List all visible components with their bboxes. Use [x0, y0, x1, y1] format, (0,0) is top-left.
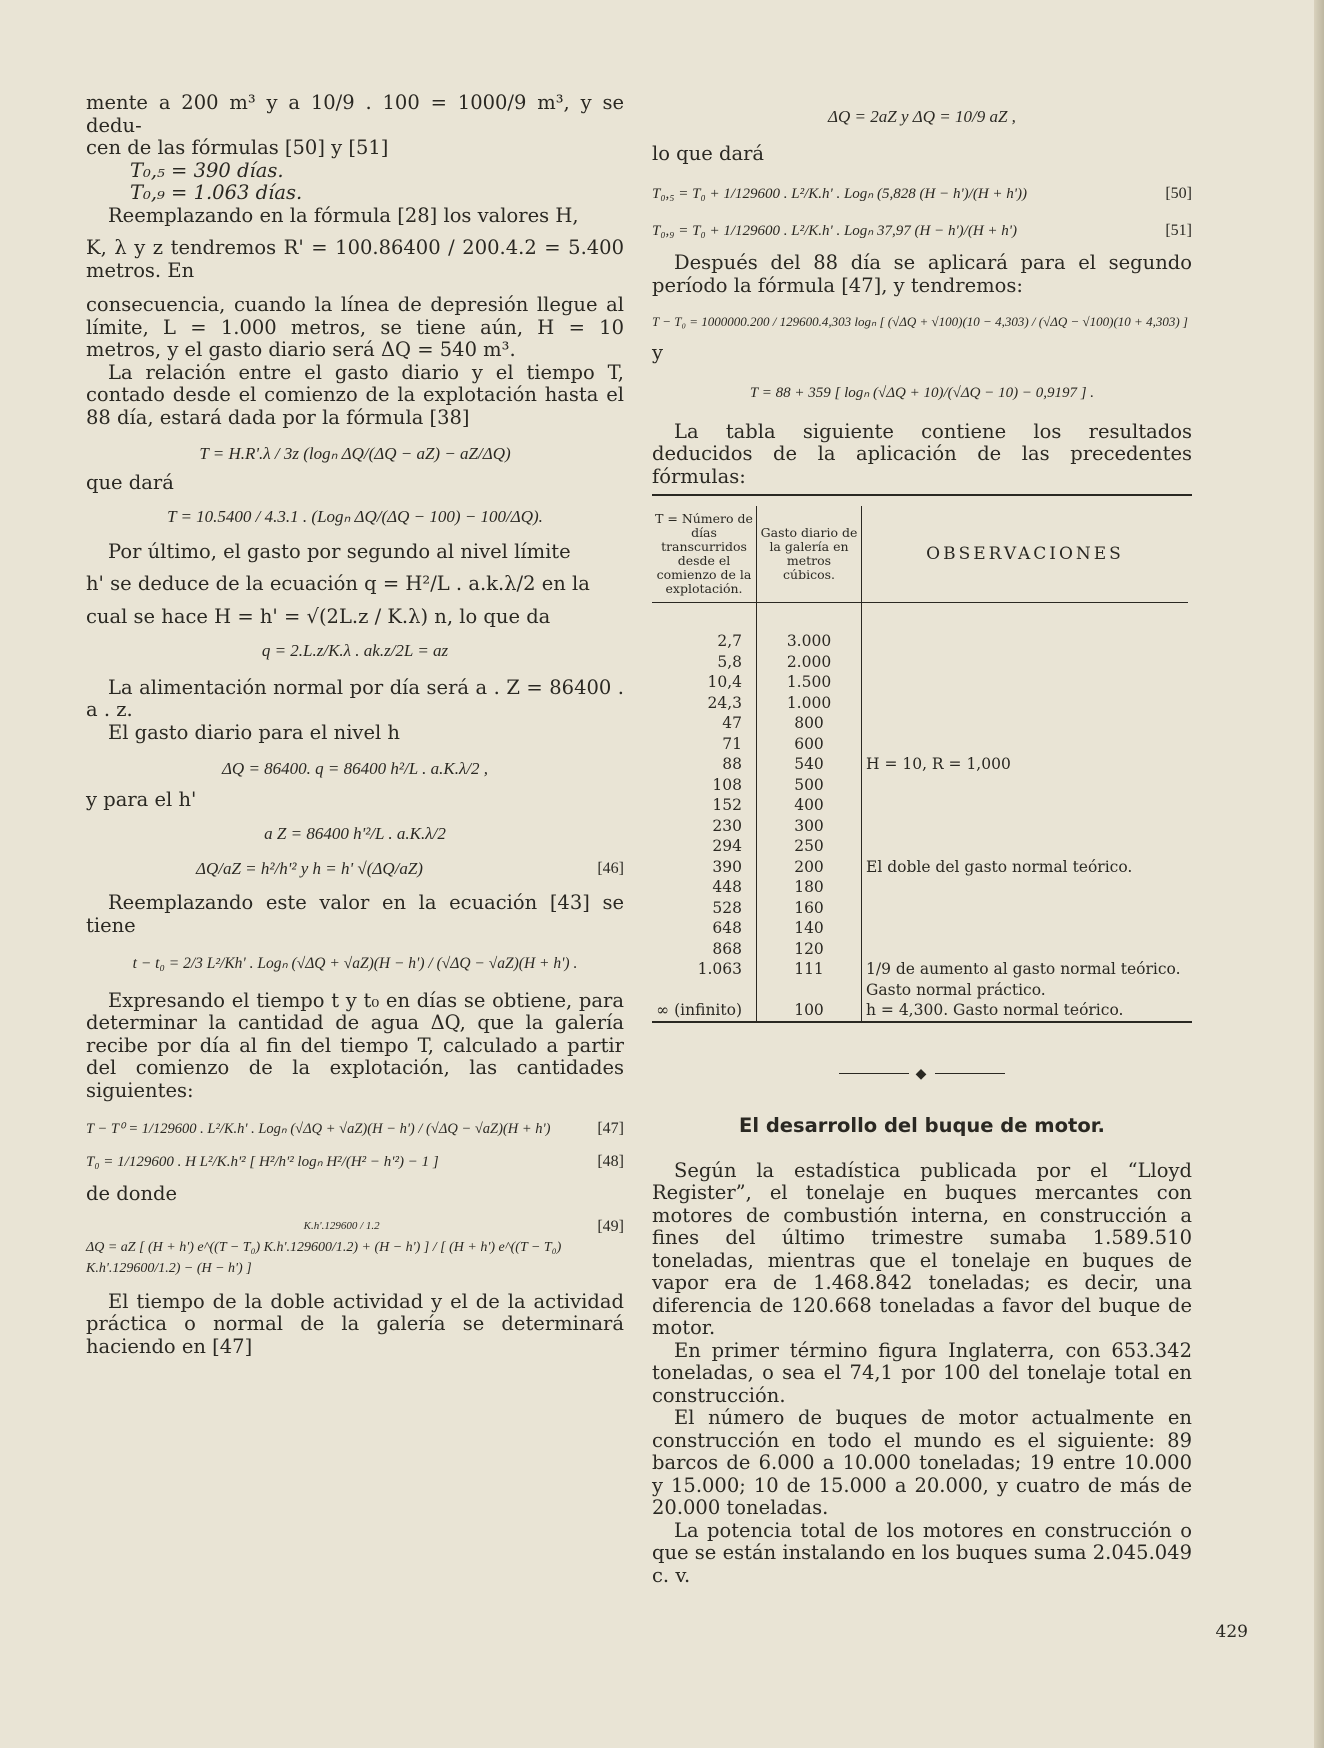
equation-number: [50]	[1165, 185, 1192, 202]
cell-days: 24,3	[652, 693, 757, 714]
cell-observation	[862, 816, 1189, 837]
cell-observation	[862, 836, 1189, 857]
ornament-divider	[652, 1063, 1192, 1086]
text-line: que dará	[86, 470, 174, 494]
cell-flow: 180	[757, 877, 862, 898]
table-row	[652, 816, 1188, 837]
text-line: de donde	[86, 1182, 178, 1205]
formula-47-body: T − T⁰ = 1/129600 . L²/K.h' . Logₙ (√ΔQ + √aZ)(H − h') / (√ΔQ − √aZ)(H + h')	[86, 1121, 551, 1137]
table-row	[652, 603, 1188, 652]
result-t09: T₀,₉ = 1.063 días.	[130, 181, 303, 204]
table-row	[652, 857, 1188, 878]
header-days: T = Número de días transcurridos desde el comienzo de la explotación.	[652, 506, 757, 603]
cell-flow: 2.000	[757, 652, 862, 673]
formula-49-exponent: K.h'.129600 / 1.2	[303, 1219, 380, 1232]
cell-days: 230	[652, 816, 757, 837]
cell-observation	[862, 693, 1189, 714]
right-column	[652, 106, 1192, 1587]
cell-observation	[862, 898, 1189, 919]
cell-flow: 1.500	[757, 672, 862, 693]
cell-flow: 100	[757, 1000, 862, 1021]
paragraph: Reemplazando este valor en la ecuación [43] se tiene	[86, 891, 624, 937]
equation-number: [49]	[597, 1217, 624, 1235]
cell-days: 108	[652, 775, 757, 796]
cell-observation: El doble del gasto normal teórico.	[866, 857, 1133, 876]
cell-days: 868	[652, 939, 757, 960]
table-row	[652, 795, 1188, 816]
cell-observation	[862, 672, 1189, 693]
cell-flow: 120	[757, 939, 862, 960]
table-row	[652, 775, 1188, 796]
cell-days: 88	[652, 754, 757, 775]
cell-days: 5,8	[652, 652, 757, 673]
cell-observation	[862, 877, 1189, 898]
equation-number: [47]	[597, 1120, 624, 1137]
cell-days: ∞ (infinito)	[652, 1000, 757, 1021]
paragraph: La alimentación normal por día será a . Z = 86400 . a . z.	[86, 675, 624, 721]
formula-delta-q: ΔQ = 86400. q = 86400 h²/L . a.K.λ/2 ,	[221, 759, 489, 778]
cell-observation	[862, 918, 1189, 939]
formula-az: a Z = 86400 h'²/L . a.K.λ/2	[264, 824, 446, 843]
cell-flow: 3.000	[757, 603, 862, 652]
cell-days: 294	[652, 836, 757, 857]
paragraph: En primer término figura Inglaterra, con 653.342 toneladas, o sea el 74,1 por 100 del tonelaje total en construcción.	[652, 1338, 1192, 1407]
cell-flow: 200	[757, 857, 862, 878]
formula-46-body: ΔQ/aZ = h²/h'² y h = h' √(ΔQ/aZ)	[196, 858, 423, 878]
formula-que-dara: T = 10.5400 / 4.3.1 . (Logₙ ΔQ/(ΔQ − 100) − 100/ΔQ).	[167, 507, 543, 526]
formula-51-body: T₀,₉ = T₀ + 1/129600 . L²/K.h' . Logₙ 37,97 (H − h')/(H + h')	[652, 222, 1018, 239]
formula-top: ΔQ = 2aZ y ΔQ = 10/9 aZ ,	[828, 107, 1016, 126]
table-row	[652, 898, 1188, 919]
cell-flow: 540	[757, 754, 862, 775]
equation-number: [46]	[597, 859, 624, 877]
paragraph: Según la estadística publicada por el “Lloyd Register”, el tonelaje en buques mercantes con motores de combustión interna, en construcción a fines del último trimestre sumaba 1.589.510 toneladas, mientras que el tonelaje en buques de vapor era de 1.468.842 toneladas; es decir, una diferencia de 120.668 toneladas a favor del buque de motor.	[652, 1158, 1192, 1339]
cell-days: 71	[652, 734, 757, 755]
paragraph: La tabla siguiente contiene los resultados deducidos de la aplicación de las precedentes fórmulas:	[652, 419, 1192, 488]
cell-observation: H = 10, R = 1,000	[866, 755, 1011, 773]
results-table	[652, 506, 1188, 1021]
cell-observation: 1/9 de aumento al gasto normal teórico. Gasto normal práctico.	[866, 960, 1181, 999]
formula-48-body: T₀ = 1/129600 . H L²/K.h'² [ H²/h'² logₙ H²/(H² − h'²) − 1 ]	[86, 1153, 439, 1170]
formula-38: T = H.R'.λ / 3z (logₙ ΔQ/(ΔQ − aZ) − aZ/ΔQ)	[199, 444, 511, 463]
table-row	[652, 693, 1188, 714]
text-line: mente a 200 m³ y a 10/9 . 100 = 1000/9 m³, y se dedu-	[86, 91, 624, 137]
table-row	[652, 836, 1188, 857]
table-row	[652, 877, 1188, 898]
paragraph: Después del 88 día se aplicará para el segundo período la fórmula [47], y tendremos:	[652, 251, 1192, 297]
formula-49-body: ΔQ = aZ [ (H + h') e^((T − T₀) K.h'.129600/1.2) + (H − h') ] / [ (H + h') e^((T − T₀) K.h'.129600/1.2) − (H − h') ]	[86, 1239, 562, 1276]
formula-50	[652, 183, 1192, 206]
cell-observation	[862, 775, 1189, 796]
table-row	[652, 672, 1188, 693]
cell-days: 152	[652, 795, 757, 816]
cell-flow: 500	[757, 775, 862, 796]
text-line: lo que dará	[652, 141, 765, 165]
text-line: cen de las fórmulas [50] y [51]	[86, 136, 389, 159]
table-header-row	[652, 506, 1188, 603]
cell-days: 47	[652, 713, 757, 734]
equation-number: [51]	[1165, 221, 1192, 239]
page-number: 429	[1215, 1622, 1248, 1642]
formula-49	[86, 1216, 624, 1279]
paragraph: El gasto diario para el nivel h	[108, 720, 400, 744]
cell-days: 448	[652, 877, 757, 898]
formula-50-body: T₀,₅ = T₀ + 1/129600 . L²/K.h' . Logₙ (5,828 (H − h')/(H + h'))	[652, 186, 1027, 202]
cell-flow: 140	[757, 918, 862, 939]
formula-51	[652, 220, 1192, 243]
page-edge	[1314, 0, 1324, 1748]
cell-flow: 160	[757, 898, 862, 919]
paragraph: Expresando el tiempo t y t₀ en días se obtiene, para determinar la cantidad de agua ΔQ, que la galería recibe por día al fin del tiempo T, calculado a partir del comienzo de la explotación, las cantidades siguientes:	[86, 988, 624, 1102]
table-bottom-rule	[652, 1021, 1192, 1023]
paragraph: La potencia total de los motores en construcción o que se están instalando en los buques suma 2.045.049 c. v.	[652, 1518, 1192, 1587]
header-flow: Gasto diario de la galería en metros cúbicos.	[757, 506, 862, 603]
formula-48	[86, 1151, 624, 1174]
paragraph: El tiempo de la doble actividad y el de la actividad práctica o normal de la galería se determinará haciendo en [47]	[86, 1289, 624, 1358]
paragraph: cual se hace H = h' = √(2L.z / K.λ) n, lo que da	[86, 604, 551, 628]
cell-days: 2,7	[652, 603, 757, 652]
divider-line	[935, 1073, 1005, 1074]
formula-46	[86, 858, 624, 881]
cell-days: 648	[652, 918, 757, 939]
formula-q: q = 2.L.z/K.λ . ak.z/2L = az	[261, 641, 449, 660]
formula-t2: T = 88 + 359 [ logₙ (√ΔQ + 10)/(√ΔQ − 10) − 0,9197 ] .	[749, 385, 1095, 401]
cell-flow: 400	[757, 795, 862, 816]
paragraph: Reemplazando en la fórmula [28] los valores H,	[108, 203, 579, 227]
formula-47	[86, 1118, 624, 1141]
cell-observation	[862, 713, 1189, 734]
table-row	[652, 652, 1188, 673]
left-column	[86, 92, 624, 1358]
formula-43: t − t₀ = 2/3 L²/Kh' . Logₙ (√ΔQ + √aZ)(H − h') / (√ΔQ − √aZ)(H + h') .	[132, 955, 578, 972]
cell-days: 528	[652, 898, 757, 919]
cell-days: 390	[652, 857, 757, 878]
formula-t1: T − T₀ = 1000000.200 / 129600.4,303 logₙ [ (√ΔQ + √100)(10 − 4,303) / (√ΔQ − √100)(10 + 4,303) ]	[652, 314, 1188, 329]
cell-observation	[862, 795, 1189, 816]
paragraph: h' se deduce de la ecuación q = H²/L . a.k.λ/2 en la	[86, 572, 590, 595]
header-observations: OBSERVACIONES	[862, 506, 1189, 603]
cell-flow: 1.000	[757, 693, 862, 714]
table-row	[652, 713, 1188, 734]
cell-flow: 800	[757, 713, 862, 734]
table-row	[652, 1000, 1188, 1021]
divider-line	[839, 1073, 909, 1074]
table-row	[652, 939, 1188, 960]
cell-observation	[862, 652, 1189, 673]
cell-observation	[862, 603, 1189, 652]
table-row	[652, 918, 1188, 939]
table-row	[652, 754, 1188, 775]
cell-flow: 250	[757, 836, 862, 857]
paragraph: K, λ y z tendremos R' = 100.86400 / 200.4.2 = 5.400 metros. En	[86, 236, 624, 282]
equation-number: [48]	[597, 1152, 624, 1170]
table-body	[652, 603, 1188, 1021]
text-line: y para el h'	[86, 787, 197, 811]
paragraph: El número de buques de motor actualmente en construcción en todo el mundo es el siguiente: 89 barcos de 6.000 a 10.000 toneladas; 19 entre 10.000 y 15.000; 10 de 15.000 a 20.000, y cuatro de más de 20.000 toneladas.	[652, 1406, 1192, 1519]
paragraph: Por último, el gasto por segundo al nivel límite	[108, 539, 571, 563]
article-title: El desarrollo del buque de motor.	[739, 1114, 1105, 1137]
cell-observation: h = 4,300. Gasto normal teórico.	[866, 1001, 1124, 1019]
result-t05: T₀,₅ = 390 días.	[130, 158, 284, 182]
cell-flow: 300	[757, 816, 862, 837]
table-row	[652, 959, 1188, 1000]
cell-flow: 111	[757, 959, 862, 1000]
table-top-rule	[652, 494, 1192, 496]
cell-days: 10,4	[652, 672, 757, 693]
paragraph: La relación entre el gasto diario y el tiempo T, contado desde el comienzo de la explotación hasta el 88 día, estará dada por la fórmula [38]	[86, 360, 624, 429]
cell-days: 1.063	[652, 959, 757, 1000]
cell-flow: 600	[757, 734, 862, 755]
table-row	[652, 734, 1188, 755]
text-line: y	[652, 340, 664, 364]
cell-observation	[862, 939, 1189, 960]
cell-observation	[862, 734, 1189, 755]
diamond-icon: ◆	[915, 1065, 929, 1082]
paragraph: consecuencia, cuando la línea de depresión llegue al límite, L = 1.000 metros, se tiene aún, H = 10 metros, y el gasto diario será ΔQ = 540 m³.	[86, 293, 624, 361]
